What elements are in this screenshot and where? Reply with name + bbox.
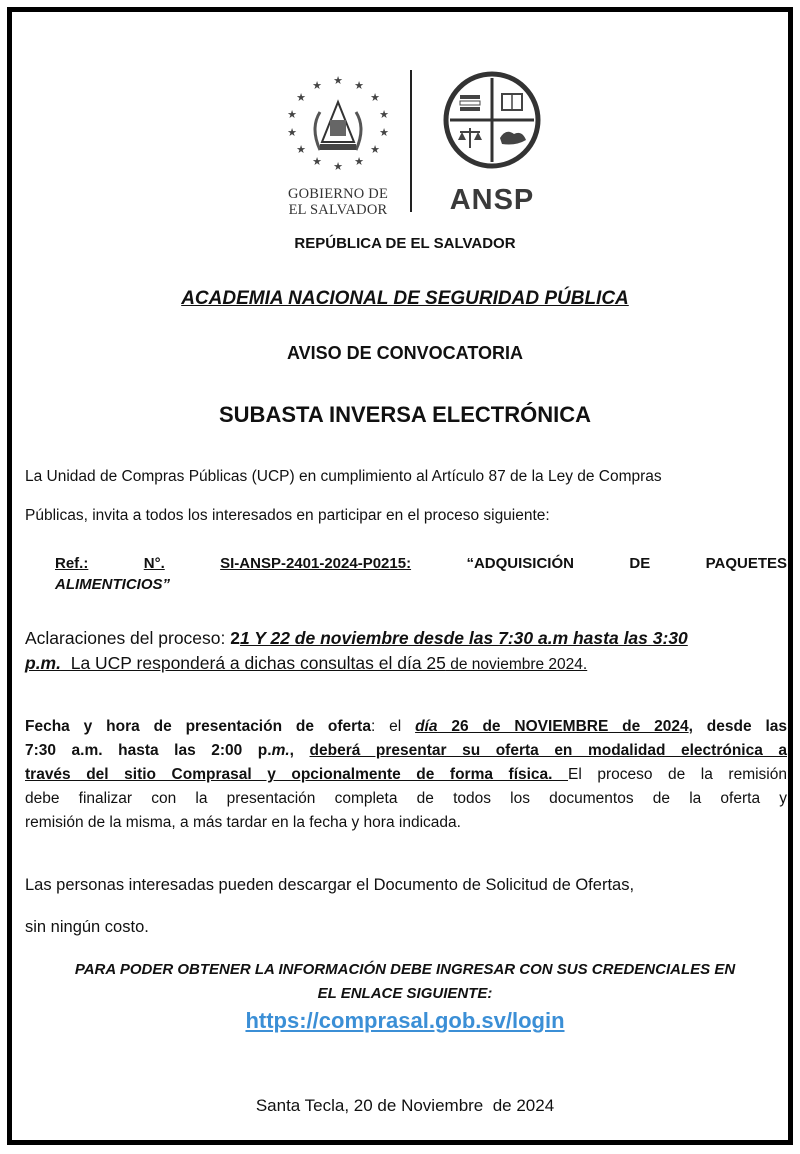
gobierno-logo [270,70,406,222]
svg-text:★: ★ [354,156,364,168]
fecha-comma: , [289,742,294,759]
fecha-deberá-1: deberá presentar su oferta en modalidad electrónica a [309,742,787,759]
svg-text:★: ★ [370,92,380,104]
republica-heading: REPÚBLICA DE EL SALVADOR [294,235,516,252]
fecha-rest-1: El proceso de la remisión [568,766,787,783]
svg-text:★: ★ [379,127,389,139]
svg-text:★: ★ [333,75,343,87]
ansp-text: ANSP [449,184,535,216]
ref-n: N°. [143,555,165,572]
aclaraciones-label: Aclaraciones del proceso: [25,628,231,648]
intro-line2: Públicas, invita a todos los interesados en participar en el proceso siguiente: [25,507,550,524]
svg-text:★: ★ [296,92,306,104]
reference-line1 [55,555,787,572]
fecha-desde: , desde las [688,718,788,735]
fecha-deberá-2: través del sitio Comprasal y opcionalmente de forma física. [25,766,569,783]
aclaraciones-dates-1: 1 Y 22 de noviembre desde las 7:30 a.m hasta las 3:30 [239,628,688,648]
aclaraciones-dates-2: p.m. [25,653,61,673]
document-frame [7,7,793,1145]
fecha-rest-2: debe finalizar con la presentación completa de todos los documentos de la oferta y [25,790,787,807]
fecha-colon: : el [370,718,416,735]
ref-word1: “ADQUISICIÓN [466,555,574,572]
fecha-hora-m: m. [271,742,290,759]
fecha-hora: 7:30 a.m. hasta las 2:00 p. [25,742,272,759]
ref-word2: DE [629,555,651,572]
ref-code: SI-ANSP-2401-2024-P0215: [220,555,412,572]
aclaraciones-first-digit: 2 [230,628,240,648]
svg-text:★: ★ [312,80,322,92]
svg-text:★: ★ [287,127,297,139]
svg-text:★: ★ [370,144,380,156]
descarga-line2: sin ningún costo. [25,918,149,936]
aviso-heading: AVISO DE CONVOCATORIA [286,343,524,363]
comprasal-link[interactable]: https://comprasal.gob.sv/login [245,1008,565,1033]
credenciales-line1: PARA PODER OBTENER LA INFORMACIÓN DEBE INGRESAR CON SUS CREDENCIALES EN [74,961,736,978]
logo-divider [410,70,412,212]
subasta-heading: SUBASTA INVERSA ELECTRÓNICA [219,402,591,427]
svg-text:★: ★ [354,80,364,92]
ref-word3: PAQUETES [705,555,787,572]
academia-heading: ACADEMIA NACIONAL DE SEGURIDAD PÚBLICA [181,288,629,309]
fecha-label: Fecha y hora de presentación de oferta [25,718,371,735]
fecha-paragraph [25,715,787,835]
place-date: Santa Tecla, 20 de Noviembre de 2024 [255,1096,555,1115]
fecha-dia: día [415,718,438,735]
fecha-rest-3: remisión de la misma, a más tardar en la fecha y hora indicada. [25,814,461,831]
aclaraciones-response: La UCP responderá a dichas consultas el día 25 [60,653,446,673]
svg-text:★: ★ [333,161,343,173]
ref-label: Ref.: [55,555,89,572]
svg-text:★: ★ [379,109,389,121]
fecha-date: 26 de NOVIEMBRE de 2024 [437,718,689,735]
credenciales-line2: EL ENLACE SIGUIENTE: [317,985,493,1002]
aclaraciones-paragraph [25,626,787,677]
ansp-logo [432,70,552,222]
svg-text:★: ★ [296,144,306,156]
credenciales-notice [12,958,798,1006]
svg-text:★: ★ [312,156,322,168]
gobierno-text-line2: EL SALVADOR [288,202,388,218]
svg-text:★: ★ [287,109,297,121]
descarga-line1: Las personas interesadas pueden descargar el Documento de Solicitud de Ofertas, [25,876,635,894]
coat-of-arms-icon [270,70,406,180]
ansp-emblem-icon [432,70,552,174]
intro-line1: La Unidad de Compras Públicas (UCP) en cumplimiento al Artículo 87 de la Ley de Compras [25,468,662,485]
gobierno-text-line1: GOBIERNO DE [287,186,389,202]
reference-line2: ALIMENTICIOS” [55,576,170,593]
aclaraciones-response-date: de noviembre 2024. [445,656,588,673]
